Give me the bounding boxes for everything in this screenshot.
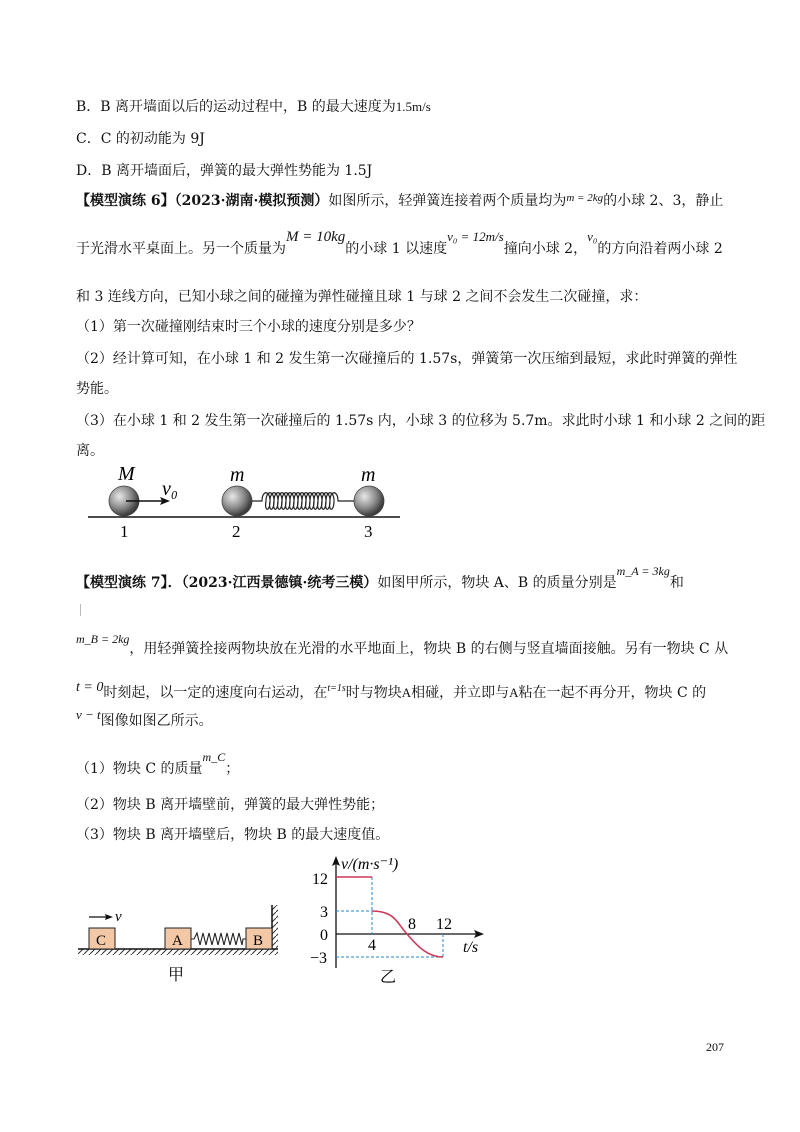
p6-l2a: 于光滑水平桌面上。另一个质量为 [76, 241, 286, 257]
p7-A1: A [401, 685, 412, 700]
p6-q2a: （2）经计算可知，在小球 1 和 2 发生第一次碰撞后的 1.57s，弹簧第一次压缩到最短，求此时弹簧的弹性 [76, 351, 738, 367]
p7-l2: ，用轻弹簧拴接两物块放在光滑的水平地面上，物块 B 的右侧与竖直墙面接触。另有一物块 C 从 [129, 641, 729, 657]
yi-tick-12: 12 [312, 871, 328, 888]
p6-l2d: 的方向沿着两小球 2 [597, 241, 723, 257]
label-m3: m [361, 464, 376, 486]
p6-line3: 和 3 连线方向，已知小球之间的碰撞为弹性碰撞且球 1 与球 2 之间不会发生二次碰撞，求： [76, 289, 648, 305]
p6-l1b: 的小球 2、3，静止 [603, 193, 724, 209]
p7-dot: ． [167, 575, 182, 591]
option-d: D．B 离开墙面后，弹簧的最大弹性势能为 1.5J [76, 163, 373, 179]
p6-q1: （1）第一次碰撞刚结束时三个小球的速度分别是多少？ [76, 319, 421, 335]
p7-mA-eq: m_A = 3kg [616, 564, 670, 578]
p7-l3b: 时与物块 [345, 685, 402, 701]
option-c: C．C 的初动能为 9J [76, 131, 205, 147]
yi-xlabel: t/s [463, 939, 479, 956]
p7-l4: 图像如图乙所示。 [100, 713, 213, 729]
jia-label-B: B [253, 933, 264, 949]
p6-source: （2023·湖南·模拟预测） [174, 193, 329, 209]
yi-tick-0: 0 [320, 927, 328, 944]
p7-l3d: 粘在一起不再分开，物块 C 的 [518, 685, 707, 701]
p7-q3: （3）物块 B 离开墙壁后，物块 B 的最大速度值。 [76, 827, 390, 843]
p7-mB-eq: m_B = 2kg [76, 632, 130, 646]
p7-l1b: 和 [669, 575, 684, 591]
p6-q3b: 离。 [76, 443, 104, 459]
p7-t0: t = 0 [76, 680, 104, 695]
jia-caption: 甲 [168, 967, 185, 984]
p7-q2: （2）物块 B 离开墙壁前，弹簧的最大弹性势能； [76, 797, 385, 813]
p6-tag: 【模型演练 6】 [76, 193, 175, 209]
yi-tick-neg3: −3 [310, 950, 328, 967]
p7-A2: A [509, 685, 519, 700]
yi-tick-3: 3 [320, 904, 328, 921]
p7-mC: m_C [202, 750, 226, 764]
p6-m-eq: m = 2kg [566, 192, 604, 204]
label-3: 3 [364, 522, 373, 541]
label-1: 1 [120, 522, 129, 541]
p6-v0: v₀ [587, 229, 598, 244]
p7-vt: v − t [76, 707, 101, 722]
p6-v0-eq: v₀ = 12m/s [447, 229, 504, 244]
p7-tag: 【模型演练 7】 [76, 575, 168, 591]
jia-label-v: v [115, 909, 122, 925]
option-b-value: 1.5m/s [395, 99, 431, 114]
p6-l2b: 的小球 1 以速度 [345, 241, 448, 257]
label-m2: m [230, 464, 245, 486]
p7-q1-text: （1）物块 C 的质量 [76, 761, 203, 777]
p7-l3c: 相碰，并立即与 [411, 685, 510, 701]
p7-l1a: 如图甲所示，物块 A、B 的质量分别是 [377, 575, 617, 591]
page-number: 207 [706, 1040, 724, 1054]
p6-M-eq: M = 10kg [286, 229, 346, 245]
label-2: 2 [232, 522, 241, 541]
yi-tick-t4: 4 [368, 937, 376, 954]
option-b-text: B．B 离开墙面以后的运动过程中，B 的最大速度为 [76, 99, 396, 115]
p6-q3a: （3）在小球 1 和 2 发生第一次碰撞后的 1.57s 内，小球 3 的位移为 5.7m。求此时小球 1 和小球 2 之间的距 [76, 413, 766, 429]
jia-label-A: A [172, 933, 183, 949]
p7-l3a: 时刻起，以一定的速度向右运动，在 [103, 685, 328, 701]
p6-l1a: 如图所示，轻弹簧连接着两个质量均为 [328, 193, 567, 209]
yi-ylabel: v/(m·s⁻¹) [341, 856, 399, 873]
p6-l2c: 撞向小球 2， [503, 241, 588, 257]
p7-t1: t=1s [327, 683, 346, 694]
p7-q1-end: ； [225, 761, 240, 777]
yi-caption: 乙 [380, 969, 397, 986]
yi-tick-t12: 12 [436, 916, 452, 933]
label-M: M [118, 463, 135, 485]
yi-tick-t8: 8 [408, 916, 416, 933]
label-v0: v₀ [162, 478, 178, 500]
p7-source: （2023·江西景德镇·统考三模） [181, 575, 378, 591]
p6-q2b: 势能。 [76, 381, 118, 397]
jia-label-C: C [96, 933, 107, 949]
